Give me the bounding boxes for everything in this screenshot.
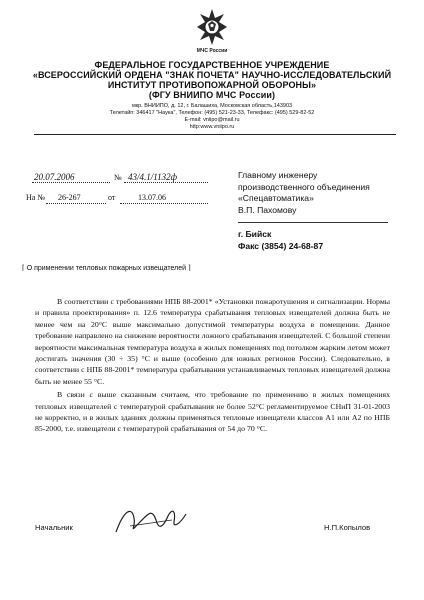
body-paragraph-2: В связи с выше сказанным считаем, что требование по применению в жилых помещениях тепловых извещателей с температурой срабатывания не более 52°С регламентируемое СНиП 31-01-2003 не корректно, и в жилых зданиях должны применяться тепловые извещатели классов А1 или А2 по НПБ 85-2000, т.е. извещатели с температурой срабатывания от 54 до 70 °С. [35, 390, 390, 434]
ref-number-underline [46, 203, 106, 204]
letter-body [35, 296, 390, 435]
ref-date-underline [120, 203, 208, 204]
number-label: № [114, 173, 122, 182]
subject-corner-right-icon: ⌉ [188, 265, 191, 272]
date-underline [32, 182, 110, 183]
phone-line: Телетайп: 346417 "Наука", Телефон: (495) 521-23-33, Телефакс: (495) 529-82-52 [109, 110, 315, 116]
signer-title: Начальник [35, 523, 73, 532]
website-line: http:www.vniipo.ru [189, 124, 235, 130]
addressee-divider [238, 222, 388, 223]
emblem-caption: МЧС России [196, 48, 228, 54]
addressee-block [238, 170, 370, 216]
org-name-line-4: (ФГУ ВНИИПО МЧС России) [148, 90, 276, 100]
subject-line [22, 264, 191, 272]
org-name-line-3: ИНСТИТУТ ПРОТИВОПОЖАРНОЙ ОБОРОНЫ» [107, 80, 317, 90]
org-name-line-2: «ВСЕРОССИЙСКИЙ ОРДЕНА "ЗНАК ПОЧЕТА" НАУЧНО-ИССЛЕДОВАТЕЛЬСКИЙ [32, 70, 392, 80]
reference-from-label: от [108, 193, 116, 202]
outgoing-number: 43/4.1/1132ф [128, 172, 177, 182]
addressee-line-4: В.П. Пахомову [238, 204, 297, 215]
emchs-emblem-icon [196, 8, 228, 46]
addressee-line-3: «Спецавтоматика» [238, 193, 314, 203]
header-divider [34, 134, 396, 135]
addressee-city: г. Бийск [238, 229, 272, 239]
addressee-contact [238, 229, 323, 252]
reference-number: 26-267 [58, 193, 81, 202]
org-name-line-1: ФЕДЕРАЛЬНОЕ ГОСУДАРСТВЕННОЕ УЧРЕЖДЕНИЕ [94, 60, 330, 70]
addressee-line-1: Главному инженеру [238, 170, 318, 180]
reference-label: На № [26, 193, 45, 202]
handwritten-signature-icon [110, 500, 190, 540]
reference-date: 13.07.06 [138, 193, 166, 202]
number-underline [124, 182, 208, 183]
addressee-line-2: производственного объединения [238, 181, 370, 192]
body-paragraph-1: В соответствии с требованиями НПБ 88-2001* «Установки пожаротушения и сигнализации. Нормы и правила проектирования» п. 12.6 температура срабатывания тепловых извещателей должна быть не менее чем на 20°С выше максимально допустимой температуры воздуха в помещении. Данное требование направлено на снижение вероятности ложного срабатывания извещателей. С большой степени вероятности максимальная температура воздуха в жилых помещениях под потолком жарким летом может достигать значения (30 ÷ 35) °С и выше (особенно для южных регионов России). Следовательно, в соответствии с НПБ 88-2001* температура срабатывания устанавливаемых тепловых извещателей должна быть не менее 55 °С. [35, 297, 390, 386]
subject-corner-left-icon: ⌈ [22, 265, 25, 272]
subject-text: О применении тепловых пожарных извещателей [26, 265, 187, 272]
email-line: E-mail: vniipo@mail.ru [184, 117, 240, 123]
addressee-fax: Факс (3854) 24-68-87 [238, 240, 324, 251]
address-line: мкр. ВНИИПО, д. 12, г. Балашиха, Московская область,143903 [131, 103, 293, 109]
outgoing-date: 20.07.2006 [34, 172, 75, 182]
signer-name: Н.П.Копылов [324, 523, 371, 532]
